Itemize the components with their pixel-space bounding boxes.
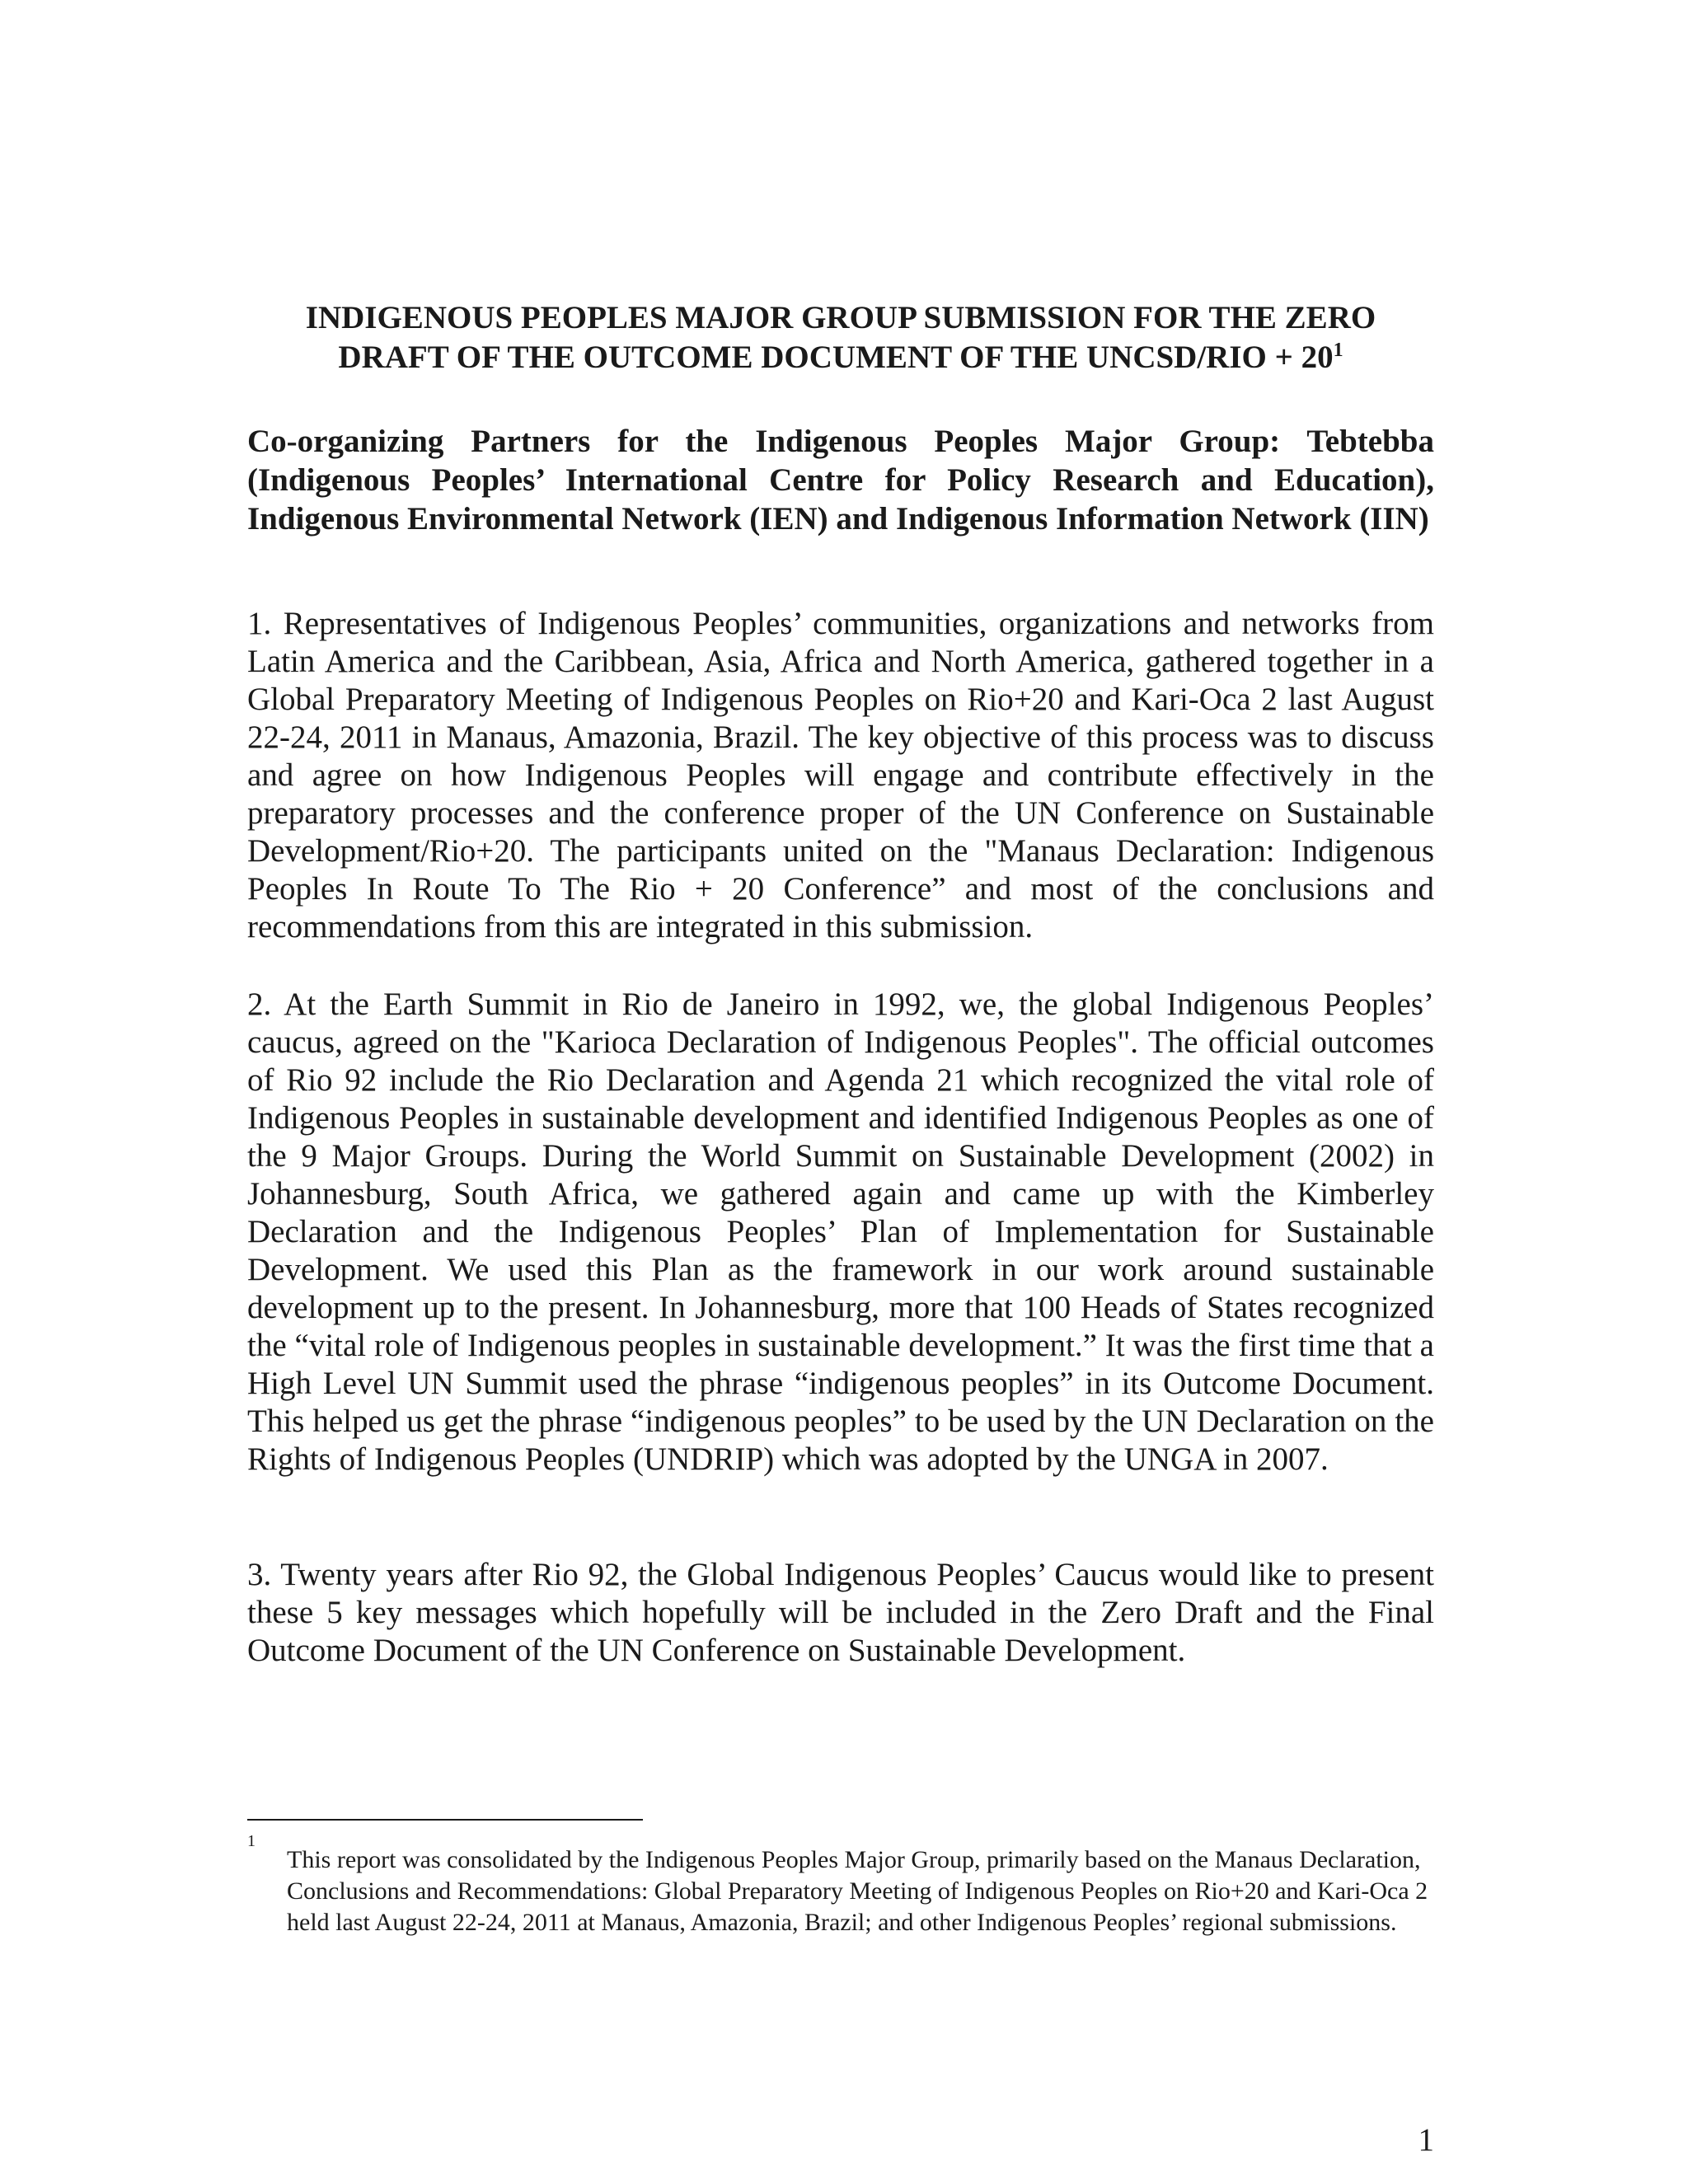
paragraph-3: 3. Twenty years after Rio 92, the Global Indigenous Peoples’ Caucus would like to present these 5 key messages which hopefully will be included in the Zero Draft and the Final Outcome Document of the UN Conference on Sustainable Development.: [247, 1557, 1434, 1668]
title-line-2: DRAFT OF THE OUTCOME DOCUMENT OF THE UNCSD/RIO + 20: [338, 340, 1334, 375]
footnote-text: This report was consolidated by the Indigenous Peoples Major Group, primarily based on the Manaus Declaration, Conclusions and Recommendations: Global Preparatory Meeting of Indigenous Peoples on Rio+20 and Kari-Oca 2 held last August 22-24, 2011 at Manaus, Amazonia, Brazil; and other Indigenous Peoples’ regional submissions.: [287, 1846, 1428, 1936]
footnote: [247, 1833, 1434, 1938]
footnote-mark: 1: [247, 1832, 256, 1850]
co-organizing-partners: Co-organizing Partners for the Indigenous Peoples Major Group: Tebtebba (Indigenous Peoples’ International Centre for Policy Research and Education), Indigenous Environmental Network (IEN) and Indigenous Information Network (IIN): [247, 424, 1434, 537]
paragraph-1: 1. Representatives of Indigenous Peoples’ communities, organizations and networks from Latin America and the Caribbean, Asia, Africa and North America, gathered together in a Global Preparatory Meeting of Indigenous Peoples on Rio+20 and Kari-Oca 2 last August 22-24, 2011 in Manaus, Amazonia, Brazil. The key objective of this process was to discuss and agree on how Indigenous Peoples will engage and contribute effectively in the preparatory processes and the conference proper of the UN Conference on Sustainable Development/Rio+20. The participants united on the "Manaus Declaration: Indigenous Peoples In Route To The Rio + 20 Conference” and most of the conclusions and recommendations from this are integrated in this submission.: [247, 606, 1434, 944]
title-footnote-ref[interactable]: 1: [1333, 340, 1343, 361]
paragraph-2: 2. At the Earth Summit in Rio de Janeiro in 1992, we, the global Indigenous Peoples’ caucus, agreed on the "Karioca Declaration of Indigenous Peoples". The official outcomes of Rio 92 include the Rio Declaration and Agenda 21 which recognized the vital role of Indigenous Peoples in sustainable development and identified Indigenous Peoples as one of the 9 Major Groups. During the World Summit on Sustainable Development (2002) in Johannesburg, South Africa, we gathered again and came up with the Kimberley Declaration and the Indigenous Peoples’ Plan of Implementation for Sustainable Development. We used this Plan as the framework in our work around sustainable development up to the present. In Johannesburg, more that 100 Heads of States recognized the “vital role of Indigenous peoples in sustainable development.” It was the first time that a High Level UN Summit used the phrase “indigenous peoples” in its Outcome Document. This helped us get the phrase “indigenous peoples” to be used by the UN Declaration on the Rights of Indigenous Peoples (UNDRIP) which was adopted by the UNGA in 2007.: [247, 987, 1434, 1477]
footnote-separator: [247, 1819, 643, 1821]
page-number: 1: [1418, 2122, 1434, 2158]
document-title: [247, 298, 1434, 377]
title-line-1: INDIGENOUS PEOPLES MAJOR GROUP SUBMISSION FOR THE ZERO: [305, 300, 1376, 335]
